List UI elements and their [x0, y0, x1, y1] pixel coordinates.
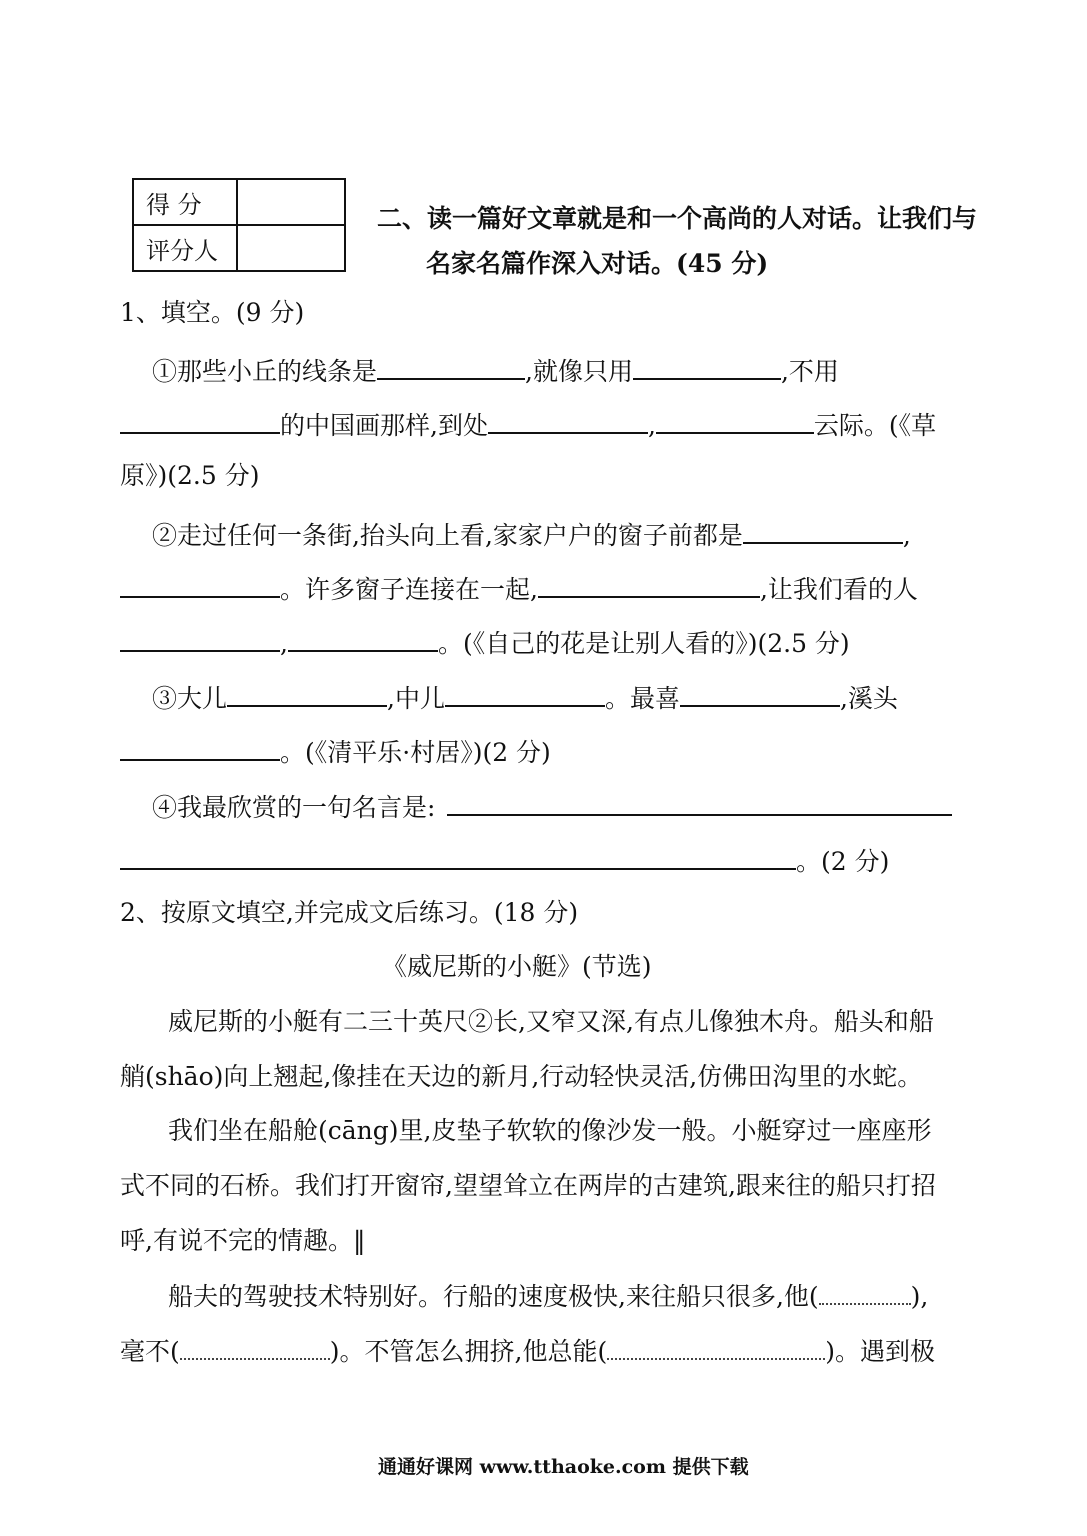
answer-blank[interactable]	[180, 1334, 330, 1360]
q1-item4-line1	[152, 788, 952, 824]
passage-p3-text-e: )。遇到极	[825, 1337, 935, 1366]
q1-item2-text-a: ②走过任何一条街,抬头向上看,家家户户的窗子前都是	[152, 521, 743, 550]
score-value-cell[interactable]	[237, 179, 345, 225]
answer-blank[interactable]	[120, 406, 280, 434]
q1-item4-line2	[120, 842, 889, 878]
q1-item4-text-b: 。(2 分)	[796, 847, 890, 876]
answer-blank[interactable]	[447, 788, 952, 816]
q1-item3-text-a: ③大儿	[152, 684, 228, 713]
q1-item1-text-e: ,	[647, 411, 656, 440]
passage-p3-text-c: 毫不(	[120, 1337, 180, 1366]
grader-value-cell[interactable]	[237, 225, 345, 271]
answer-blank[interactable]	[656, 406, 814, 434]
answer-blank[interactable]	[445, 679, 605, 707]
q1-title: 1、填空。(9 分)	[120, 298, 305, 327]
q1-item2-text-b: ,	[902, 521, 911, 550]
section-two-heading-line2: 名家名篇作深入对话。(45 分)	[426, 249, 769, 278]
q1-item3-line1	[152, 679, 898, 715]
q1-item1-text-d: 的中国画那样,到处	[280, 411, 488, 440]
passage-p2-line3: 呼,有说不完的情趣。‖	[120, 1226, 366, 1255]
passage-p2-line2: 式不同的石桥。我们打开窗帘,望望耸立在两岸的古建筑,跟来往的船只打招	[120, 1171, 936, 1200]
q1-item1-line2	[120, 406, 936, 442]
q1-item1-line3: 原》)(2.5 分)	[120, 461, 260, 490]
passage-p3-line2	[120, 1334, 935, 1368]
q1-item1-text-c: ,不用	[780, 357, 839, 386]
answer-blank[interactable]	[680, 679, 840, 707]
answer-blank[interactable]	[120, 624, 280, 652]
q1-item2-text-e: ,	[280, 629, 288, 658]
q1-item1-line1	[152, 352, 839, 388]
answer-blank[interactable]	[120, 570, 280, 598]
answer-blank[interactable]	[633, 352, 781, 380]
answer-blank[interactable]	[377, 352, 525, 380]
q1-item3-text-d: ,溪头	[839, 684, 898, 713]
q1-item2-line1	[152, 516, 911, 552]
section-two-heading-line1: 二、读一篇好文章就是和一个高尚的人对话。让我们与	[377, 204, 978, 233]
q1-item1-text-b: ,就像只用	[525, 357, 633, 386]
passage-p3-line1	[168, 1279, 928, 1313]
passage-title: 《威尼斯的小艇》(节选)	[382, 952, 652, 981]
answer-blank[interactable]	[743, 516, 903, 544]
q1-item3-text-c: 。最喜	[604, 684, 680, 713]
q1-item2-text-f: 。(《自己的花是让别人看的》)(2.5 分)	[437, 629, 850, 658]
q1-item2-text-d: ,让我们看的人	[759, 575, 918, 604]
answer-blank[interactable]	[120, 842, 796, 870]
q1-item3-text-e: 。(《清平乐·村居》)(2 分)	[280, 738, 551, 767]
answer-blank[interactable]	[227, 679, 387, 707]
q1-item1-text-a: ①那些小丘的线条是	[152, 357, 378, 386]
passage-p1-line2: 艄(shāo)向上翘起,像挂在天边的新月,行动轻快灵活,仿佛田沟里的水蛇。	[120, 1062, 923, 1091]
answer-blank[interactable]	[288, 624, 438, 652]
passage-p3-text-b: ),	[910, 1282, 929, 1311]
q1-item4-text-a: ④我最欣赏的一句名言是:	[152, 793, 436, 822]
score-box	[132, 178, 346, 272]
q1-item2-text-c: 。许多窗子连接在一起,	[280, 575, 538, 604]
score-label: 得 分	[133, 179, 237, 225]
answer-blank[interactable]	[607, 1334, 825, 1360]
passage-p1-line1: 威尼斯的小艇有二三十英尺②长,又窄又深,有点儿像独木舟。船头和船	[168, 1007, 934, 1036]
passage-p2-line1: 我们坐在船舱(cāng)里,皮垫子软软的像沙发一般。小艇穿过一座座形	[168, 1116, 932, 1145]
q1-item2-line3	[120, 624, 850, 660]
q1-item3-line2	[120, 733, 551, 769]
answer-blank[interactable]	[538, 570, 760, 598]
q1-item1-text-f: 云际。(《草	[813, 411, 937, 440]
q1-item3-text-b: ,中儿	[387, 684, 445, 713]
footer-source: 通通好课网 www.tthaoke.com 提供下载	[378, 1456, 749, 1478]
answer-blank[interactable]	[819, 1279, 911, 1305]
q2-title: 2、按原文填空,并完成文后练习。(18 分)	[120, 898, 579, 927]
q1-item2-line2	[120, 570, 918, 606]
grader-label: 评分人	[133, 225, 237, 271]
passage-p3-text-a: 船夫的驾驶技术特别好。行船的速度极快,来往船只很多,他(	[168, 1282, 819, 1311]
answer-blank[interactable]	[488, 406, 648, 434]
passage-p3-text-d: )。不管怎么拥挤,他总能(	[329, 1337, 608, 1366]
answer-blank[interactable]	[120, 733, 280, 761]
